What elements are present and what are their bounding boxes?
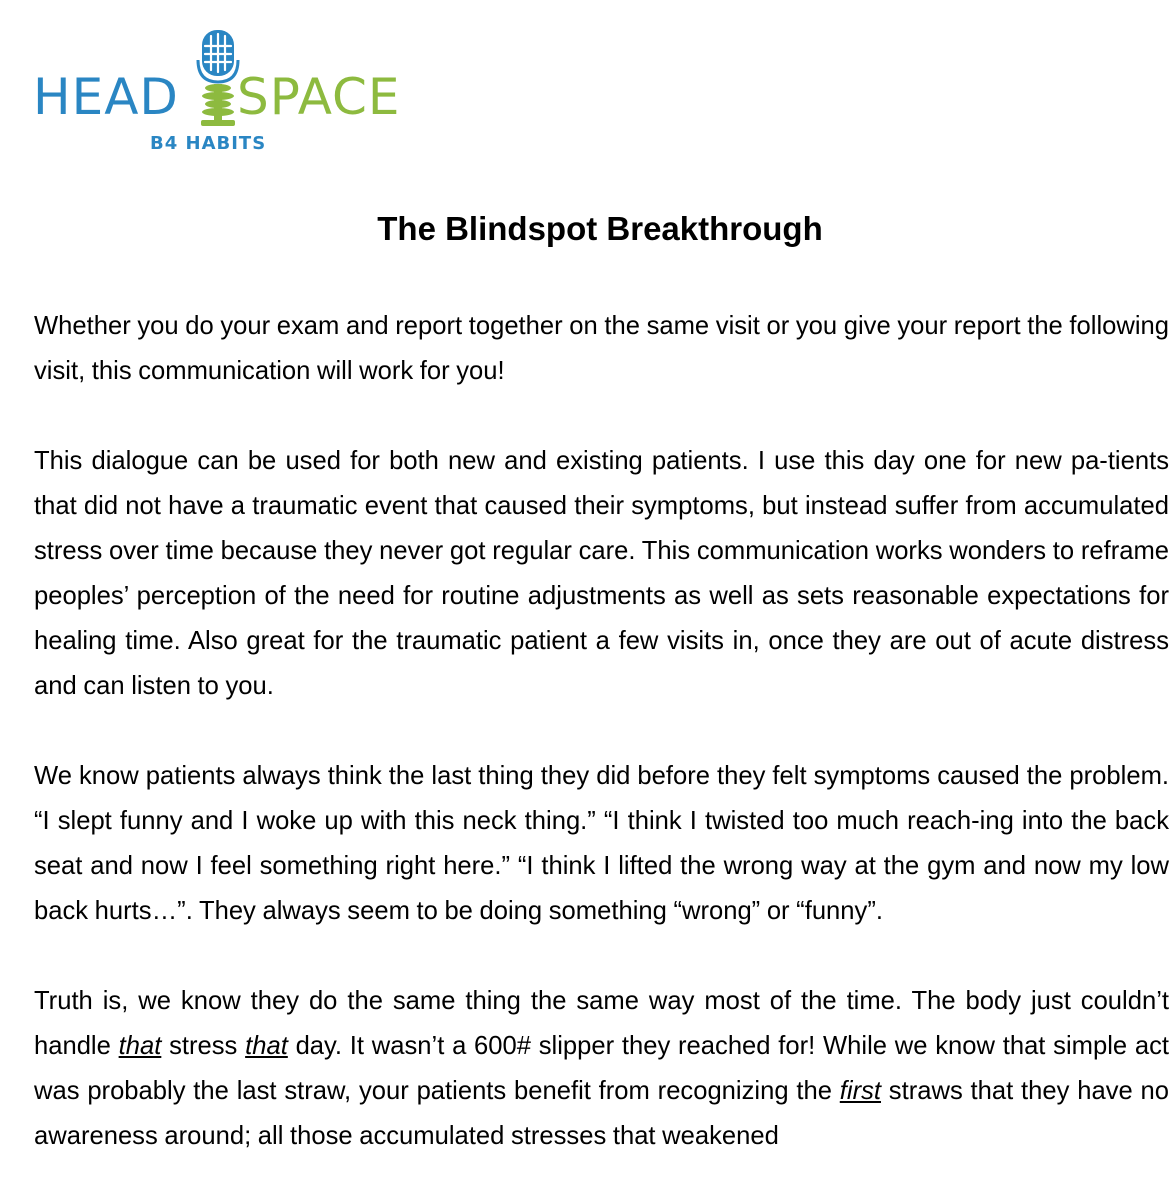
- paragraph-4-text-a: Truth is, we know they do the same thing the same way most of the time. The body just couldn’t handle: [34, 987, 1169, 1060]
- emphasis-that-2: that: [245, 1032, 288, 1060]
- paragraph-4-text-b: stress: [161, 1032, 246, 1060]
- logo-subtitle: B4 HABITS: [150, 133, 267, 154]
- emphasis-that-1: that: [118, 1032, 162, 1060]
- document-title: The Blindspot Breakthrough: [377, 210, 823, 247]
- paragraph-4-text-d: straws that they have no awareness around; all those accumulated stresses that weakened: [34, 1077, 1170, 1150]
- paragraph-4-text-c: day. It wasn’t a 600# slipper they reached for! While we know that simple act was probably the last straw, your patients benefit from recognizing the: [34, 1032, 1170, 1105]
- paragraph-4: [34, 979, 1169, 1159]
- logo-space-text: SPACE: [237, 68, 401, 126]
- paragraph-3: We know patients always think the last thing they did before they felt symptoms caused the problem. “I slept funny and I woke up with this neck thing.” “I think I twisted too much reach-ing into the back seat and now I feel something right here.” “I think I lifted the wrong way at the gym and now my low back hurts…”. They always seem to be doing something “wrong” or “funny”.: [34, 762, 1169, 925]
- headspace-logo: [33, 28, 423, 156]
- emphasis-first: first: [839, 1077, 881, 1105]
- microphone-spine-icon: [193, 28, 243, 128]
- paragraph-1: Whether you do your exam and report together on the same visit or you give your report the following visit, this communication will work for you!: [34, 312, 1169, 385]
- document-body: [34, 304, 1169, 1204]
- paragraph-2: This dialogue can be used for both new and existing patients. I use this day one for new pa-tients that did not have a traumatic event that caused their symptoms, but instead suffer from accumulated stress over time because they never got regular care. This communication works wonders to reframe peoples’ perception of the need for routine adjustments as well as sets reasonable expectations for healing time. Also great for the traumatic patient a few visits in, once they are out of acute distress and can listen to you.: [34, 447, 1169, 700]
- logo-head-text: HEAD: [33, 68, 179, 126]
